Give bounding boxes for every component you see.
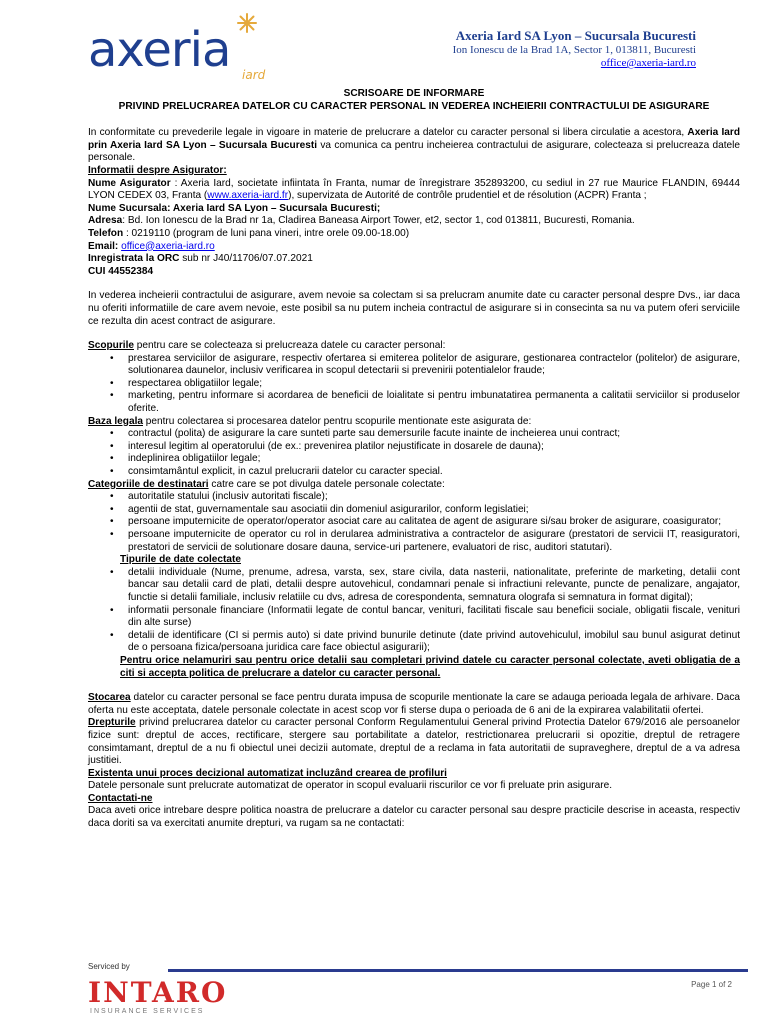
storage-text: datelor cu caracter personal se face pentru durata impusa de scopurile mentionate la care se adauga perioada legala de arhivare. Daca oferta nu este acceptata, datele personale colectate in acest scop vor fi sterse dupa o perioada de 6 ani de la expirarea valabilitatii ofertei. bbox=[88, 692, 740, 716]
recipients-heading bbox=[88, 479, 740, 492]
phone-label: Telefon bbox=[88, 227, 124, 239]
recipients-label: Categoriile de destinatari bbox=[88, 478, 209, 490]
serviced-by-label: Serviced by bbox=[88, 962, 130, 971]
list-item: • informatii personale financiare (Informatii legate de contul bancar, venituri, facilitati fiscale sau beneficii sociale, obligatii fiscale, venituri din alte surse) bbox=[128, 605, 740, 630]
list-item: • autoritatile statului (inclusiv autoritati fiscale); bbox=[128, 491, 740, 504]
purposes-rest: pentru care se colecteaza si prelucreaza datele cu caracter personal: bbox=[134, 340, 446, 352]
document-title: SCRISOARE DE INFORMARE bbox=[343, 88, 485, 99]
intro-text-rest: va comunica ca pentru incheierea contractului de asigurare, colecteaza si prelucreaza datele personale. bbox=[88, 139, 741, 164]
storage-label: Stocarea bbox=[88, 692, 131, 704]
insurer-name-label: Nume Asigurator bbox=[88, 177, 171, 189]
list-item: • interesul legitim al operatorului (de ex.: prevenirea platilor nejustificate in dosarele de dauna); bbox=[128, 441, 740, 454]
list-item: • marketing, pentru informare si acordarea de beneficii de loialitate si pentru imbunatatirea permanenta a calitatii serviciilor si produselor oferite. bbox=[128, 390, 740, 415]
insurer-heading: Informatii despre Asigurator: bbox=[88, 164, 227, 176]
address-line bbox=[88, 215, 740, 228]
address-label: Adresa bbox=[88, 215, 123, 227]
branch-name: Nume Sucursala: Axeria Iard SA Lyon – Sucursala Bucuresti; bbox=[88, 202, 381, 214]
intaro-subtitle: INSURANCE SERVICES bbox=[90, 1008, 205, 1015]
list-item: • contractul (polita) de asigurare la care sunteti parte sau demersurile facute inainte de incheierea unui contract; bbox=[128, 428, 740, 441]
page-number: Page 1 of 2 bbox=[691, 980, 732, 989]
axeria-logo bbox=[88, 8, 288, 80]
email-link[interactable]: office@axeria-iard.ro bbox=[121, 240, 215, 252]
email-line bbox=[88, 241, 740, 254]
list-item: • detalii individuale (Nume, prenume, adresa, varsta, sex, stare civila, data nasterii, nationalitate, preferinte de marketing, detalii cont bancar sau detalii card de plati, detalii despre autovehicul, condamnari penale si infractiuni relevante, puncte de penalizare, angajator, functie si detalii familiale, inclusiv relatiile cu dvs, adresa de corespondenta, semnatura olografa si semnatura in format digital); bbox=[128, 567, 740, 605]
legal-basis-label: Baza legala bbox=[88, 415, 143, 427]
orc-text: sub nr J40/11706/07.07.2021 bbox=[179, 253, 313, 265]
phone-text: : 0219110 (program de luni pana vineri, intre orele 09.00-18.00) bbox=[123, 227, 410, 239]
list-item: • consimtamântul explicit, in cazul prelucrarii datelor cu caracter special. bbox=[128, 466, 740, 479]
list-item: • respectarea obligatiilor legale; bbox=[128, 378, 740, 391]
star-icon bbox=[236, 12, 258, 34]
legal-basis-rest: pentru colectarea si procesarea datelor pentru scopurile mentionate este asigurata de: bbox=[142, 415, 532, 427]
list-item: • agentii de stat, guvernamentale sau asociatii din domeniul asigurarilor, conform legislatiei; bbox=[128, 504, 740, 517]
rights-paragraph bbox=[88, 717, 740, 767]
company-email-link[interactable]: office@axeria-iard.ro bbox=[600, 57, 696, 69]
list-item: • detalii de identificare (CI si permis auto) si date privind bunurile detinute (date privind autovehiculul, imobilul sau bunul asigurat detinut de o persoana fizica/persoana juridica care face obiectul asigurarii); bbox=[128, 630, 740, 655]
insurer-name-line bbox=[88, 178, 740, 203]
footer-divider bbox=[168, 969, 748, 972]
phone-line bbox=[88, 228, 740, 241]
page-header bbox=[0, 0, 768, 80]
intaro-logo bbox=[88, 978, 248, 1018]
data-types-heading: Tipurile de date colectate bbox=[120, 554, 241, 566]
orc-line bbox=[88, 253, 740, 266]
document-subtitle: PRIVIND PRELUCRAREA DATELOR CU CARACTER PERSONAL IN VEDEREA INCHEIERII CONTRACTULUI DE ASIGURARE bbox=[118, 100, 710, 112]
address-text: : Bd. Ion Ionescu de la Brad nr 1a, Cladirea Baneasa Airport Tower, et2, sector 1, cod 013811, Bucuresti, Romania. bbox=[122, 215, 635, 227]
document-body bbox=[88, 88, 740, 831]
purposes-list bbox=[88, 353, 740, 416]
intro-paragraph bbox=[88, 127, 740, 165]
recipients-rest: catre care se pot divulga datele personale colectate: bbox=[208, 478, 445, 490]
contact-text: Daca aveti orice intrebare despre politica noastra de prelucrare a datelor cu caracter personal sau despre practicile descrise in aceasta, respectiv daca doriti sa va exercitati anumite drepturi, va rugam sa ne contactati: bbox=[88, 805, 740, 830]
rights-label: Drepturile bbox=[88, 717, 136, 729]
automated-heading: Existenta unui proces decizional automatizat incluzând crearea de profiluri bbox=[88, 767, 447, 779]
list-item: • persoane imputernicite de operator cu rol in derularea administrativa a contractelor de asigurare (prestatori de servicii IT, reasiguratori, prestatori de servicii de solutionare dosare dauna, service-uri partenere, evaluatori de risc, auditori statutari). bbox=[128, 529, 740, 554]
email-label: Email: bbox=[88, 240, 122, 252]
intaro-wordmark: INTARO bbox=[88, 976, 228, 1009]
list-item: • indeplinirea obligatiilor legale; bbox=[128, 453, 740, 466]
list-item: • persoane imputernicite de operator/operator asociat care au calitatea de agent de asigurare si/sau broker de asigurare, coasigurator; bbox=[128, 516, 740, 529]
insurer-name-end: ), supervizata de Autorité de contrôle prudentiel et de résolution (ACPR) Franta ; bbox=[288, 190, 647, 202]
intro-company: Axeria Iard prin Axeria Iard SA Lyon – Sucursala Bucuresti bbox=[88, 127, 740, 151]
data-types-list bbox=[88, 567, 740, 655]
company-block bbox=[453, 28, 696, 70]
cui-line: CUI 44552384 bbox=[88, 265, 154, 277]
recipients-list bbox=[88, 491, 740, 554]
insurer-name-text: : Axeria Iard, societate infiintata în Franta, numar de înregistrare 352893200, cu sediul in 27 rue Maurice FLANDIN, 69444 LYON CEDEX 03, Franta ( bbox=[88, 177, 740, 202]
legal-basis-list bbox=[88, 428, 740, 478]
purposes-heading bbox=[88, 340, 740, 353]
logo-wordmark: axeria bbox=[88, 22, 231, 78]
policy-note: Pentru orice nelamuriri sau pentru orice detalii sau completari privind datele cu caracter personal colectate, aveti obligatia de a citi si accepta politica de prelucrare a datelor cu caracter personal. bbox=[120, 654, 740, 679]
storage-paragraph bbox=[88, 692, 740, 717]
list-item: • prestarea serviciilor de asigurare, respectiv ofertarea si emiterea politelor de asigurare, gestionarea contractelor (politelor) de asigurare, solutionarea daunelor, inclusiv verificarea in scopul detectarii si prevenirii potentialelor fraude; bbox=[128, 353, 740, 378]
website-link[interactable]: www.axeria-iard.fr bbox=[207, 190, 289, 202]
intro-text: In conformitate cu prevederile legale in vigoare in materie de prelucrare a datelor cu caracter personal si libera circulatie a acestora, bbox=[88, 127, 685, 139]
orc-label: Inregistrata la ORC bbox=[88, 253, 180, 265]
logo-subtitle: iard bbox=[242, 68, 266, 82]
company-name: Axeria Iard SA Lyon – Sucursala Bucuresti bbox=[455, 28, 696, 43]
automated-text: Datele personale sunt prelucrate automatizat de operator in scopul evaluarii riscurilor ce vor fi preluate prin asigurare. bbox=[88, 780, 613, 792]
need-paragraph: In vederea incheierii contractului de asigurare, avem nevoie sa colectam si sa prelucram anumite date cu caracter personal despre Dvs., iar daca nu oferiti informatiile de care avem nevoie, este posibil sa nu putem incheia contractul de asigurare si in consecinta sa nu va putem oferi serviciile ce rezulta din acest contract de asigurare. bbox=[88, 290, 740, 327]
rights-text: privind prelucrarea datelor cu caracter personal Conform Regulamentului General privind Protectia Datelor 679/2016 ale persoanelor fizice sunt: dreptul de acces, rectificare, stergere sau portabilitate a datelor, restrictionarea prelucrarii si opozitie, dreptul de retragere consimtamant, dreptul de a nu fi obiectul unei decizii automate, dreptul de a reclama in fata autoritatii de supraveghere, dreptul de a va adresa justitiei. bbox=[88, 717, 740, 767]
company-address: Ion Ionescu de la Brad 1A, Sector 1, 013811, Bucuresti bbox=[452, 44, 696, 56]
legal-basis-heading bbox=[88, 416, 740, 429]
contact-heading: Contactati-ne bbox=[88, 792, 153, 804]
purposes-label: Scopurile bbox=[88, 340, 134, 352]
